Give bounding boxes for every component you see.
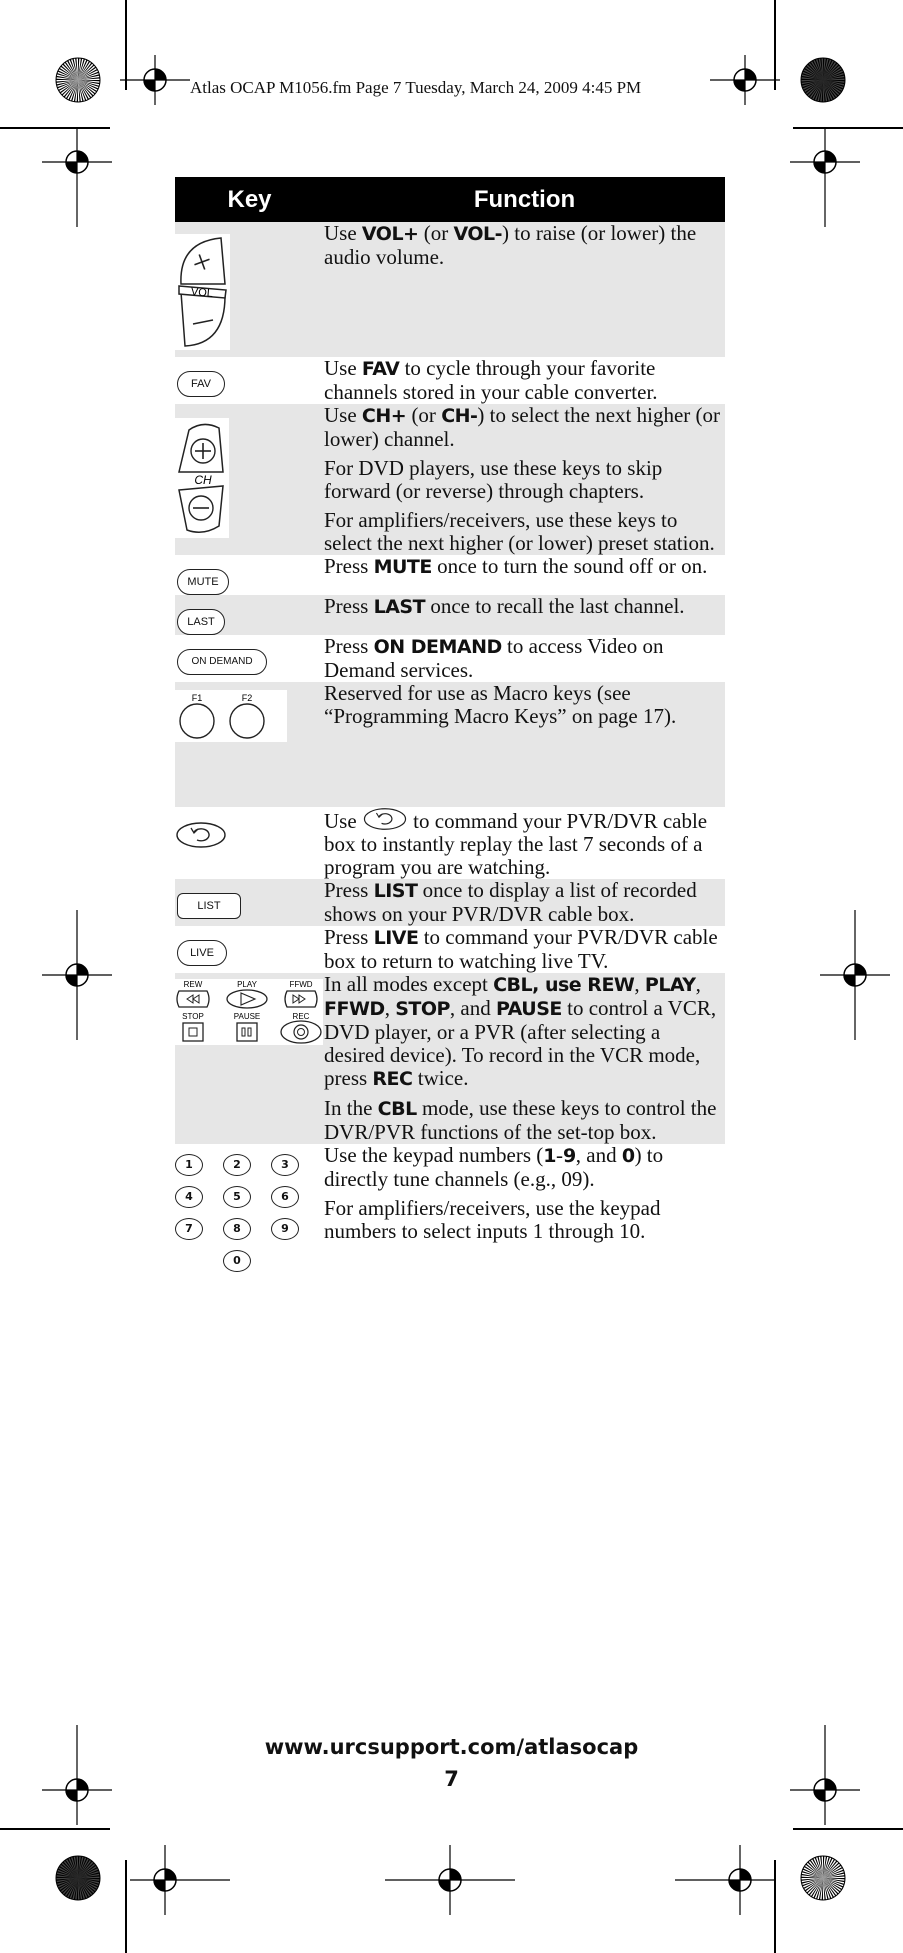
registration-mark-icon	[42, 127, 112, 227]
function-live: Press LIVE to command your PVR/DVR cable box to return to watching live TV.	[324, 925, 718, 973]
registration-mark-icon	[710, 55, 780, 105]
table-row	[175, 222, 725, 357]
keypad-key-5: 5	[223, 1186, 251, 1208]
column-header-function: Function	[324, 177, 725, 222]
function-vol: Use VOL+ (or VOL-) to raise (or lower) the audio volume.	[324, 222, 725, 357]
keypad-key-9: 9	[271, 1218, 299, 1240]
key-function-table	[175, 177, 725, 1272]
last-button-icon: LAST	[177, 609, 225, 635]
function-transport: In all modes except CBL, use REW, PLAY, FFWD, STOP, and PAUSE to control a VCR, DVD player, or a PVR (after selecting a desired device). To record in the VCR mode, press REC twice. In the CBL mode, use these keys to control the DVR/PVR functions of the set-top box.	[324, 973, 725, 1144]
table-row	[175, 807, 725, 879]
registration-mark-icon	[385, 1845, 515, 1915]
starburst-mark-icon	[800, 57, 846, 103]
transport-keys-icon	[175, 979, 323, 1045]
table-row	[175, 555, 725, 595]
table-header-row	[175, 177, 725, 222]
footer-url: www.urcsupport.com/atlasocap	[264, 1735, 639, 1759]
svg-text:PLAY: PLAY	[237, 980, 257, 989]
keypad-key-0: 0	[223, 1250, 251, 1272]
table-row	[175, 879, 725, 926]
table-row	[175, 595, 725, 635]
page-number: 7	[444, 1767, 459, 1791]
registration-mark-icon	[820, 910, 890, 1040]
function-fav: Use FAV to cycle through your favorite channels stored in your cable converter.	[324, 356, 658, 404]
function-last: Press LAST once to recall the last channel.	[324, 595, 725, 635]
replay-button-icon	[175, 821, 227, 849]
keypad-key-6: 6	[271, 1186, 299, 1208]
svg-text:STOP: STOP	[182, 1012, 204, 1021]
fav-button-icon: FAV	[177, 371, 225, 397]
table-row	[175, 926, 725, 973]
function-mute: Press MUTE once to turn the sound off or on.	[324, 554, 708, 578]
column-header-key: Key	[175, 177, 324, 222]
svg-text:F2: F2	[241, 693, 253, 703]
svg-text:REC: REC	[292, 1012, 310, 1021]
replay-inline-icon	[362, 807, 408, 831]
mute-button-icon: MUTE	[177, 569, 229, 595]
svg-text:PAUSE: PAUSE	[233, 1012, 261, 1021]
table-row	[175, 682, 725, 807]
keypad-key-3: 3	[271, 1154, 299, 1176]
table-row	[175, 357, 725, 404]
table-row	[175, 1144, 725, 1272]
on-demand-button-icon: ON DEMAND	[177, 649, 267, 675]
vol-rocker-icon	[175, 234, 230, 350]
function-replay: Use to command your PVR/DVR cable box to instantly replay the last 7 seconds of a program you are watching.	[324, 809, 708, 879]
function-macro: Reserved for use as Macro keys (see “Programming Macro Keys” on page 17).	[324, 682, 725, 807]
registration-mark-icon	[790, 127, 860, 227]
function-on-demand: Press ON DEMAND to access Video on Demand services.	[324, 634, 664, 682]
svg-text:CH: CH	[194, 473, 212, 487]
registration-mark-icon	[120, 55, 190, 105]
function-ch: Use CH+ (or CH-) to select the next higher (or lower) channel. For DVD players, use these keys to skip forward (or reverse) through chapters. For amplifiers/receivers, use these keys to select the next higher (or lower) preset station.	[324, 404, 725, 555]
print-header: Atlas OCAP M1056.fm Page 7 Tuesday, March 24, 2009 4:45 PM	[190, 78, 642, 97]
registration-mark-icon	[675, 1845, 775, 1915]
keypad-key-8: 8	[223, 1218, 251, 1240]
keypad-key-4: 4	[175, 1186, 203, 1208]
table-row	[175, 404, 725, 555]
list-button-icon: LIST	[177, 893, 241, 919]
keypad-key-2: 2	[223, 1154, 251, 1176]
live-button-icon: LIVE	[177, 940, 227, 966]
function-list: Press LIST once to display a list of recorded shows on your PVR/DVR cable box.	[324, 879, 725, 926]
starburst-mark-icon	[55, 57, 101, 103]
keypad-key-7: 7	[175, 1218, 203, 1240]
table-row	[175, 973, 725, 1144]
registration-mark-icon	[130, 1845, 230, 1915]
f1-f2-buttons-icon	[175, 690, 287, 742]
function-keypad: Use the keypad numbers (1-9, and 0) to directly tune channels (e.g., 09). For amplifiers/receivers, use the keypad numbers to select inputs 1 through 10.	[324, 1143, 664, 1243]
table-row	[175, 635, 725, 682]
svg-text:FFWD: FFWD	[289, 980, 313, 989]
keypad-icon	[175, 1154, 299, 1272]
starburst-mark-icon	[55, 1855, 101, 1901]
svg-text:F1: F1	[191, 693, 203, 703]
registration-mark-icon	[42, 910, 112, 1040]
ch-rocker-icon	[175, 418, 229, 538]
starburst-mark-icon	[800, 1855, 846, 1901]
svg-text:REW: REW	[183, 980, 203, 989]
svg-text:VOL: VOL	[190, 286, 214, 300]
keypad-key-1: 1	[175, 1154, 203, 1176]
